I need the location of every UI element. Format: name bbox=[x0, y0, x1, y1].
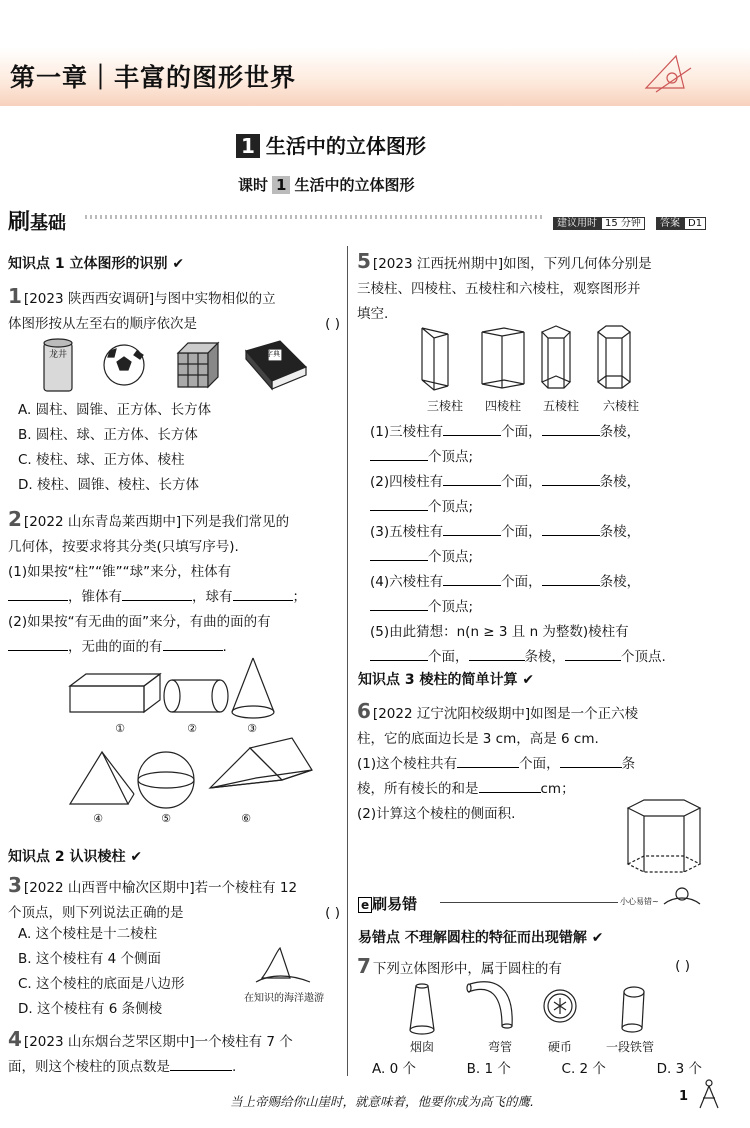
q5-p2-vertex: 个顶点; bbox=[428, 499, 474, 515]
q5-line3: 填空. bbox=[357, 306, 389, 322]
check-icon: ✔ bbox=[591, 930, 604, 946]
q4-blank[interactable] bbox=[170, 1070, 232, 1071]
compass-icon bbox=[694, 1078, 724, 1110]
q5-p5b: 个面， bbox=[428, 649, 469, 665]
q7-label-3: 硬币 bbox=[547, 1040, 572, 1054]
q6-line4b: cm； bbox=[540, 781, 575, 797]
section-text: 生活中的立体图形 bbox=[265, 134, 426, 158]
compass-ruler-icon bbox=[636, 48, 696, 98]
time-tag: 15 分钟 bbox=[601, 217, 645, 230]
q5-p4-blank-edges[interactable] bbox=[542, 585, 600, 586]
q5-p1-mid2: 条棱， bbox=[599, 424, 641, 440]
q1-option-a: A. 圆柱、圆锥、正方体、长方体 bbox=[18, 402, 212, 418]
e-icon: e bbox=[358, 897, 372, 913]
q5-p1-blank-vertices[interactable] bbox=[370, 460, 428, 461]
q5-p5-blank-edges[interactable] bbox=[469, 660, 525, 661]
lesson-text: 生活中的立体图形 bbox=[294, 176, 415, 194]
q5-p2-mid1: 个面， bbox=[501, 474, 542, 490]
q5-p1-pre: (1)三棱柱有 bbox=[370, 424, 444, 440]
q6-line3b: 个面， bbox=[519, 756, 560, 772]
q5-p5-blank-faces[interactable] bbox=[370, 660, 428, 661]
q4-end: . bbox=[232, 1059, 237, 1075]
q5-line1: [2023 江西抚州期中]如图，下列几何体分别是 bbox=[372, 256, 652, 272]
answer-page-tag: D1 bbox=[684, 217, 706, 230]
kp2-text: 知识点 2 认识棱柱 bbox=[8, 849, 126, 865]
coin-image bbox=[544, 990, 576, 1022]
q5-p3-vertex: 个顶点; bbox=[428, 549, 474, 565]
iron-pipe-image bbox=[622, 987, 644, 1032]
ship-sketch-icon bbox=[250, 944, 320, 988]
q6-line3a: (1)这个棱柱共有 bbox=[357, 756, 458, 772]
q3-line2: 个顶点，则下列说法正确的是 bbox=[8, 905, 184, 921]
q1-line2: 体图形按从左至右的顺序依次是 bbox=[8, 316, 197, 332]
q5-p1-vertex: 个顶点; bbox=[428, 449, 474, 465]
q5-p2-blank-faces[interactable] bbox=[443, 485, 501, 486]
q5-parts bbox=[370, 420, 700, 670]
q5-p3-mid1: 个面， bbox=[501, 524, 542, 540]
knowledge-point-1 bbox=[8, 253, 184, 273]
question-5 bbox=[357, 249, 702, 327]
q7-number: 7 bbox=[357, 954, 371, 978]
q6-hex-prism-figure bbox=[624, 796, 704, 880]
q2-label-3: ③ bbox=[247, 722, 257, 735]
q1-line1: [2023 陕西西安调研]与图中实物相似的立 bbox=[23, 291, 276, 307]
q6-line2: 柱，它的底面边长是 3 cm，高是 6 cm. bbox=[357, 731, 599, 747]
q5-p1-blank-edges[interactable] bbox=[542, 435, 600, 436]
q1-option-d: D. 棱柱、圆锥、棱柱、长方体 bbox=[18, 477, 199, 493]
q3-line1: [2022 山西晋中榆次区期中]若一个棱柱有 12 bbox=[23, 880, 298, 896]
q6-line3c: 条 bbox=[621, 756, 636, 772]
q5-prisms-figure bbox=[418, 324, 658, 394]
q5-label-6: 六棱柱 bbox=[602, 399, 639, 413]
question-1 bbox=[8, 284, 340, 337]
q5-p4-vertex: 个顶点; bbox=[428, 599, 474, 615]
q3-option-d: D. 这个棱柱有 6 条侧棱 bbox=[18, 1001, 163, 1017]
q2-line6: ，无曲的面的有 bbox=[68, 639, 163, 655]
question-7 bbox=[357, 954, 702, 982]
q2-label-1: ① bbox=[115, 722, 125, 735]
q3-number: 3 bbox=[8, 873, 22, 897]
cone-shape bbox=[232, 658, 274, 718]
q3-caption: 在知识的海洋遨游 bbox=[244, 993, 324, 1004]
q5-label-5: 五棱柱 bbox=[542, 399, 579, 413]
q7-option-a: A. 0 个 bbox=[372, 1061, 416, 1077]
check-icon: ✔ bbox=[522, 672, 535, 688]
q2-label-2: ② bbox=[187, 722, 197, 735]
brush-basic-heading bbox=[8, 205, 66, 236]
q3-option-b: B. 这个棱柱有 4 个侧面 bbox=[18, 951, 162, 967]
q7-paren: ( ) bbox=[675, 958, 690, 974]
q2-label-4: ④ bbox=[93, 812, 103, 825]
error-heading bbox=[358, 893, 417, 914]
q5-p2-blank-edges[interactable] bbox=[542, 485, 600, 486]
q7-label-1: 烟囱 bbox=[409, 1040, 434, 1054]
soccer-ball-image bbox=[104, 345, 144, 385]
q7-options bbox=[372, 1057, 702, 1082]
q5-p4-blank-faces[interactable] bbox=[443, 585, 501, 586]
dotted-rule bbox=[85, 215, 545, 219]
question-4 bbox=[8, 1027, 340, 1080]
q3-paren: ( ) bbox=[325, 905, 340, 921]
q2-line4b: ，球有 bbox=[192, 589, 233, 605]
brush-char: 刷 bbox=[8, 210, 31, 235]
q2-line5: (2)如果按“有无曲的面”来分，有曲的面的有 bbox=[8, 614, 271, 630]
quad-prism-fig bbox=[482, 328, 524, 388]
q2-line2: 几何体，按要求将其分类(只填写序号). bbox=[8, 539, 239, 555]
q6-blank-sum[interactable] bbox=[479, 792, 541, 793]
book-label: 字典 bbox=[266, 350, 280, 358]
pyramid-shape bbox=[70, 752, 134, 804]
question-3 bbox=[8, 873, 340, 926]
q3-option-a: A. 这个棱柱是十二棱柱 bbox=[18, 926, 158, 942]
q2-line3: (1)如果按“柱”“锥”“球”来分，柱体有 bbox=[8, 564, 232, 580]
triangular-prism-shape bbox=[210, 738, 312, 788]
kp1-text: 知识点 1 立体图形的识别 bbox=[8, 256, 168, 272]
q6-line4a: 棱，所有棱长的和是 bbox=[357, 781, 479, 797]
q5-line2: 三棱柱、四棱柱、五棱柱和六棱柱，观察图形并 bbox=[357, 281, 641, 297]
page-number: 1 bbox=[679, 1089, 689, 1104]
q1-options bbox=[18, 398, 211, 498]
lesson-number: 1 bbox=[272, 176, 290, 194]
hexa-prism-fig bbox=[598, 326, 630, 388]
q1-number: 1 bbox=[8, 284, 22, 308]
section-number: 1 bbox=[236, 134, 260, 158]
q2-blank-4[interactable] bbox=[8, 650, 68, 651]
q7-option-d: D. 3 个 bbox=[656, 1061, 702, 1077]
cuboid-shape bbox=[70, 674, 160, 712]
q2-blank-1[interactable] bbox=[8, 600, 68, 601]
q6-blank-faces[interactable] bbox=[457, 767, 519, 768]
q4-line1: [2023 山东烟台芝罘区期中]一个棱柱有 7 个 bbox=[23, 1034, 293, 1050]
q1-paren: ( ) bbox=[325, 316, 340, 332]
q5-p4-pre: (4)六棱柱有 bbox=[370, 574, 444, 590]
section-title bbox=[236, 130, 426, 159]
q2-line4a: ，锥体有 bbox=[68, 589, 122, 605]
q5-p3-blank-edges[interactable] bbox=[542, 535, 600, 536]
q1-option-c: C. 棱柱、球、正方体、棱柱 bbox=[18, 452, 185, 468]
sun-hill-icon bbox=[662, 878, 702, 908]
column-divider bbox=[347, 246, 348, 1076]
q1-objects-figure bbox=[40, 337, 310, 395]
q5-p5-blank-vertices[interactable] bbox=[565, 660, 621, 661]
question-2 bbox=[8, 507, 340, 660]
lesson-title bbox=[238, 174, 414, 195]
q5-p3-blank-faces[interactable] bbox=[443, 535, 501, 536]
suggest-tag: 建议用时 bbox=[553, 217, 601, 230]
error-label: 刷易错 bbox=[372, 895, 418, 913]
brush-label: 基础 bbox=[30, 213, 67, 234]
error-point bbox=[358, 927, 603, 947]
knowledge-point-3 bbox=[358, 669, 534, 689]
q6-blank-edges[interactable] bbox=[560, 767, 622, 768]
q5-p2-pre: (2)四棱柱有 bbox=[370, 474, 444, 490]
error-small-note: 小心易错~ bbox=[620, 897, 659, 906]
footer-quote: 当上帝赐给你山崖时，就意味着，他要你成为高飞的鹰. bbox=[230, 1094, 534, 1109]
cylinder-shape bbox=[164, 680, 228, 712]
q2-label-6: ⑥ bbox=[241, 812, 251, 825]
q2-number: 2 bbox=[8, 507, 22, 531]
q5-p4-mid1: 个面， bbox=[501, 574, 542, 590]
q5-p1-mid1: 个面， bbox=[501, 424, 542, 440]
q7-label-4: 一段铁管 bbox=[605, 1040, 654, 1054]
q2-blank-2[interactable] bbox=[122, 600, 192, 601]
q2-line6end: . bbox=[222, 639, 227, 655]
errpoint-text: 易错点 不理解圆柱的特征而出现错解 bbox=[358, 930, 587, 946]
q2-label-5: ⑤ bbox=[161, 812, 171, 825]
triangular-prism-fig bbox=[422, 328, 448, 390]
kp3-text: 知识点 3 棱柱的简单计算 bbox=[358, 672, 518, 688]
q5-p5c: 条棱， bbox=[524, 649, 565, 665]
q2-line4c: ； bbox=[292, 589, 306, 605]
q7-objects-figure bbox=[390, 980, 680, 1036]
check-icon: ✔ bbox=[172, 256, 185, 272]
q5-p3-pre: (3)五棱柱有 bbox=[370, 524, 444, 540]
q5-label-4: 四棱柱 bbox=[484, 399, 521, 413]
q5-p3-mid2: 条棱， bbox=[599, 524, 641, 540]
q4-number: 4 bbox=[8, 1027, 22, 1051]
q2-blank-5[interactable] bbox=[163, 650, 223, 651]
q3-options bbox=[18, 922, 185, 1022]
lesson-prefix: 课时 bbox=[238, 176, 269, 194]
q2-solids-figure bbox=[60, 656, 320, 816]
q7-option-b: B. 1 个 bbox=[466, 1061, 511, 1077]
q1-option-b: B. 圆柱、球、正方体、长方体 bbox=[18, 427, 198, 443]
check-icon: ✔ bbox=[130, 849, 143, 865]
rubiks-cube-image bbox=[178, 343, 218, 387]
knowledge-point-2 bbox=[8, 846, 142, 866]
q6-line1: [2022 辽宁沈阳校级期中]如图是一个正六棱 bbox=[372, 706, 639, 722]
q2-blank-3[interactable] bbox=[233, 600, 293, 601]
q5-p1-blank-faces[interactable] bbox=[443, 435, 501, 436]
q6-number: 6 bbox=[357, 699, 371, 723]
chapter-title: 第一章｜丰富的图形世界 bbox=[10, 63, 297, 92]
q6-line5: (2)计算这个棱柱的侧面积. bbox=[357, 806, 516, 822]
q5-p5a: (5)由此猜想：n(n ≥ 3 且 n 为整数)棱柱有 bbox=[370, 624, 629, 640]
q2-line1: [2022 山东青岛莱西期中]下列是我们常见的 bbox=[23, 514, 290, 530]
answer-tag: 答案 bbox=[656, 217, 684, 230]
q3-option-c: C. 这个棱柱的底面是八边形 bbox=[18, 976, 185, 992]
tea-can-image bbox=[44, 339, 72, 391]
q5-number: 5 bbox=[357, 249, 371, 273]
time-tags bbox=[553, 211, 706, 230]
q5-p2-mid2: 条棱， bbox=[599, 474, 641, 490]
chimney-image bbox=[410, 984, 434, 1034]
q5-p4-blank-vertices[interactable] bbox=[370, 610, 428, 611]
q7-label-2: 弯管 bbox=[487, 1040, 512, 1054]
sphere-shape bbox=[138, 752, 194, 808]
q4-line2: 面，则这个棱柱的顶点数是 bbox=[8, 1059, 170, 1075]
q5-p5d: 个顶点. bbox=[621, 649, 666, 665]
penta-prism-fig bbox=[542, 326, 570, 388]
q7-option-c: C. 2 个 bbox=[561, 1061, 606, 1077]
q5-p3-blank-vertices[interactable] bbox=[370, 560, 428, 561]
q5-p4-mid2: 条棱， bbox=[599, 574, 641, 590]
q7-line1: 下列立体图形中，属于圆柱的有 bbox=[372, 961, 562, 977]
bent-pipe-image bbox=[467, 982, 512, 1028]
q5-p2-blank-vertices[interactable] bbox=[370, 510, 428, 511]
can-label: 龙井 bbox=[48, 350, 67, 360]
error-rule bbox=[440, 902, 618, 903]
q5-label-3: 三棱柱 bbox=[426, 399, 463, 413]
